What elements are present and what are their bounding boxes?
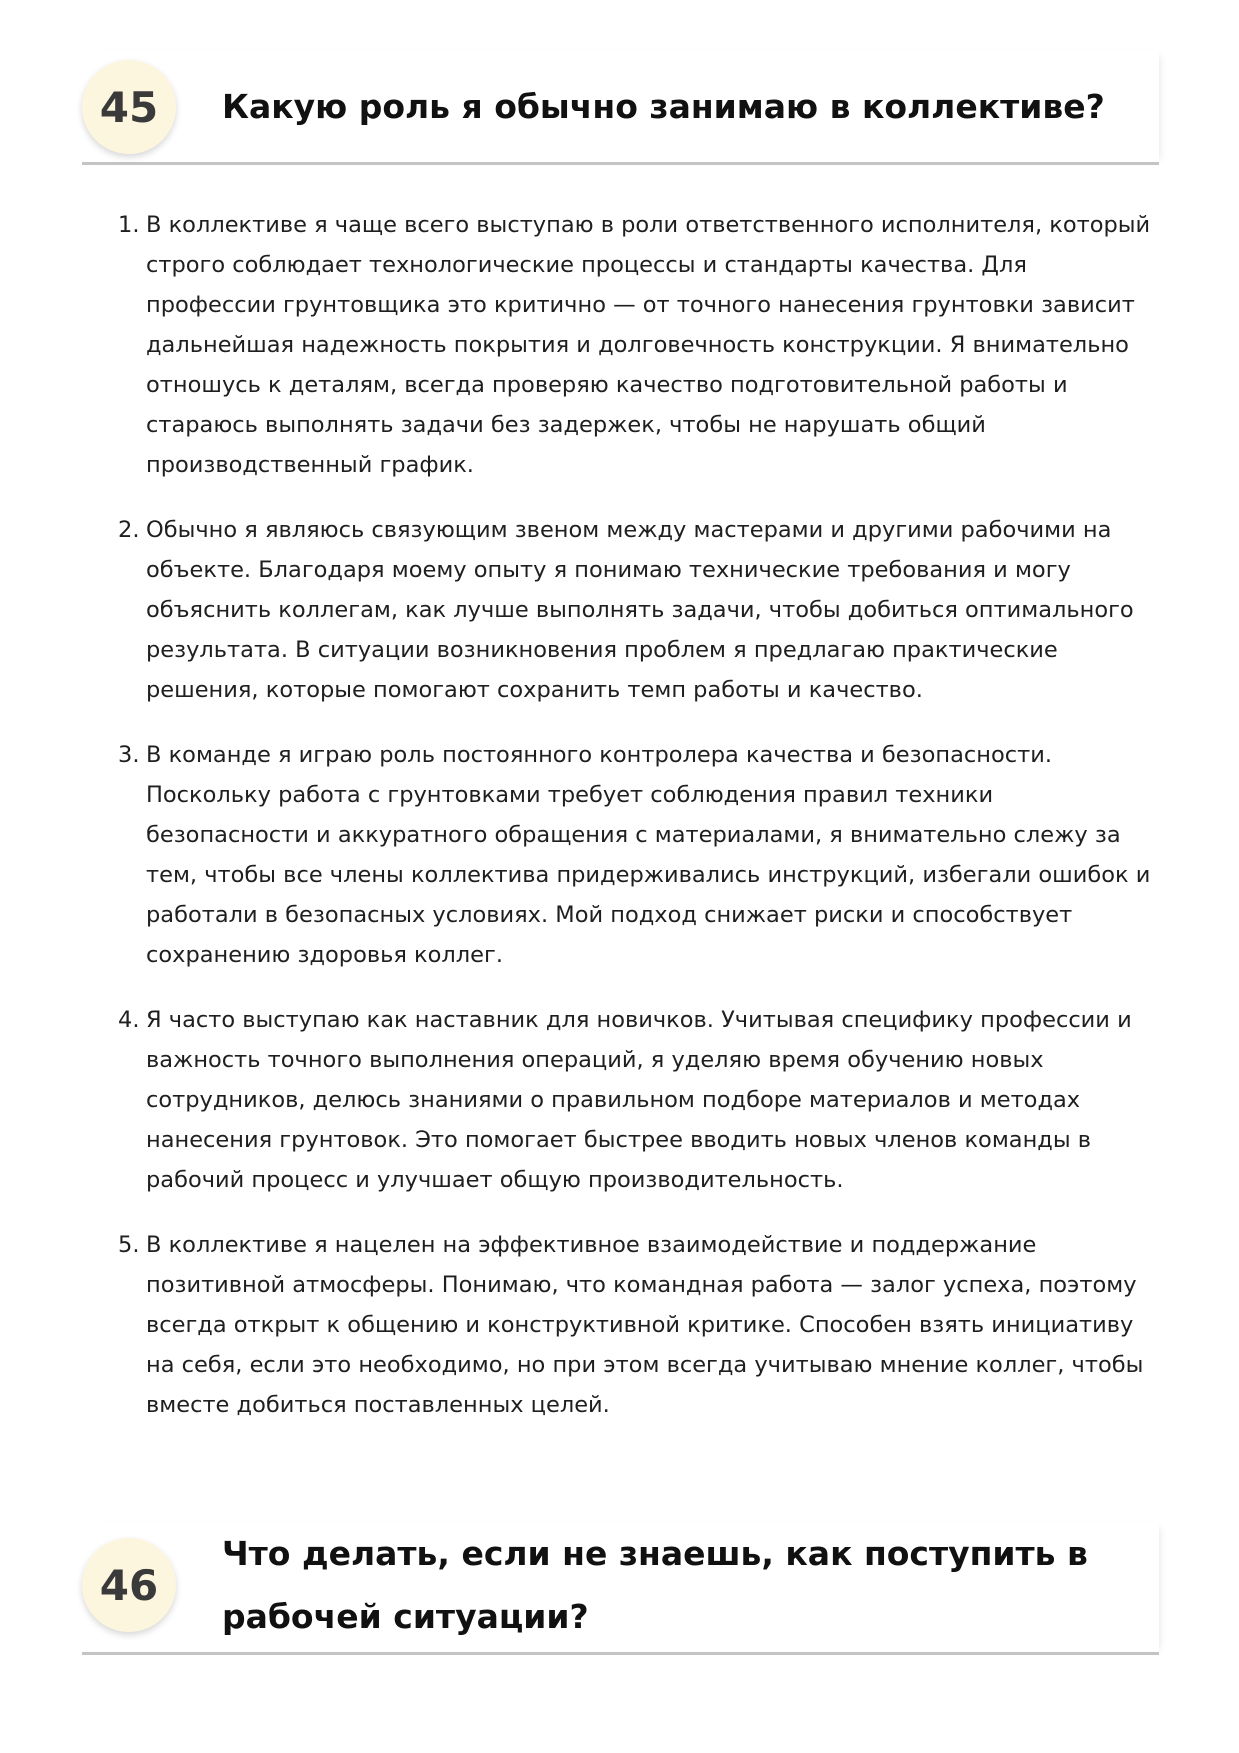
answer-number: 5.	[118, 1232, 140, 1258]
answer-item-1	[118, 205, 1156, 485]
section-header-46	[82, 1522, 1159, 1655]
answer-number: 2.	[118, 517, 140, 543]
answer-text: Я часто выступаю как наставник для новичков. Учитывая специфику профессии и важность точного выполнения операций, я уделяю время обучению новых сотрудников, делюсь знаниями о правильном подборе материалов и методах нанесения грунтовок. Это помогает быстрее вводить новых членов команды в рабочий процесс и улучшает общую производительность.	[146, 1007, 1132, 1193]
question-number-badge: 45	[82, 60, 176, 154]
answer-text: В команде я играю роль постоянного контролера качества и безопасности. Поскольку работа с грунтовками требует соблюдения правил техники безопасности и аккуратного обращения с материалами, я внимательно слежу за тем, чтобы все члены коллектива придерживались инструкций, избегали ошибок и работали в безопасных условиях. Мой подход снижает риски и способствует сохранению здоровья коллег.	[146, 742, 1151, 968]
question-number-badge: 46	[82, 1538, 176, 1632]
answer-list	[118, 205, 1156, 1450]
question-title: Что делать, если не знаешь, как поступить в рабочей ситуации?	[222, 1534, 1088, 1636]
answer-text: В коллективе я нацелен на эффективное взаимодействие и поддержание позитивной атмосферы. Понимаю, что командная работа — залог успеха, поэтому всегда открыт к общению и конструктивной критике. Способен взять инициативу на себя, если это необходимо, но при этом всегда учитываю мнение коллег, чтобы вместе добиться поставленных целей.	[146, 1232, 1144, 1418]
question-title: Какую роль я обычно занимаю в коллективе?	[222, 87, 1105, 126]
answer-text: Обычно я являюсь связующим звеном между мастерами и другими рабочими на объекте. Благодаря моему опыту я понимаю технические требования и могу объяснить коллегам, как лучше выполнять задачи, чтобы добиться оптимального результата. В ситуации возникновения проблем я предлагаю практические решения, которые помогают сохранить темп работы и качество.	[146, 517, 1134, 703]
answer-number: 1.	[118, 212, 140, 238]
answer-item-3	[118, 735, 1156, 975]
section-header-45	[82, 50, 1159, 165]
answer-text: В коллективе я чаще всего выступаю в роли ответственного исполнителя, который строго соблюдает технологические процессы и стандарты качества. Для профессии грунтовщика это критично — от точного нанесения грунтовки зависит дальнейшая надежность покрытия и долговечность конструкции. Я внимательно отношусь к деталям, всегда проверяю качество подготовительной работы и стараюсь выполнять задачи без задержек, чтобы не нарушать общий производственный график.	[146, 212, 1151, 478]
answer-item-4	[118, 1000, 1156, 1200]
answer-item-5	[118, 1225, 1156, 1425]
answer-number: 3.	[118, 742, 140, 768]
answer-number: 4.	[118, 1007, 140, 1033]
answer-item-2	[118, 510, 1156, 710]
